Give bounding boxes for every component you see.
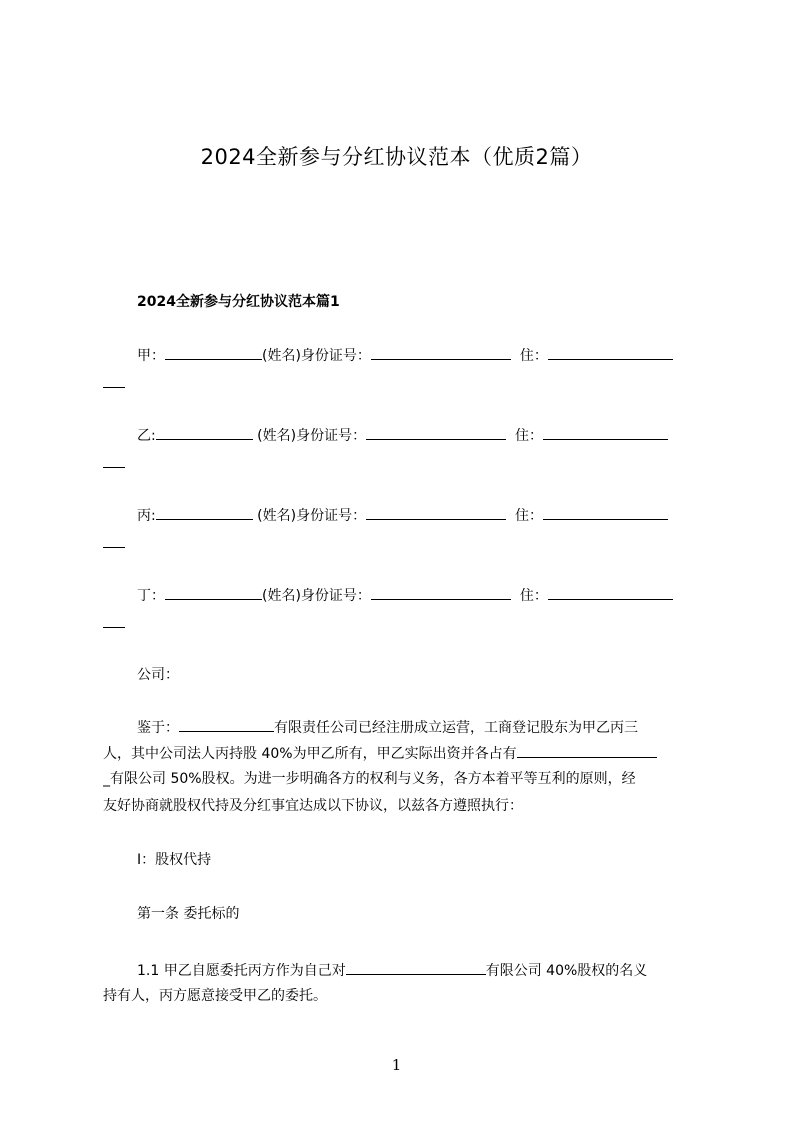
party-row-yi [103, 425, 737, 446]
address-label: 住： [515, 508, 543, 524]
address-blank [548, 345, 673, 360]
company-label: 公司： [137, 667, 179, 683]
party-row-jia [103, 345, 737, 366]
clause-text: 1.1 甲乙自愿委托丙方作为自己对 [137, 963, 346, 979]
address-blank [543, 425, 668, 440]
address-label: 住： [515, 428, 543, 444]
party-label: 丙: [137, 508, 156, 524]
address-blank [543, 505, 668, 520]
id-blank [366, 425, 506, 440]
id-label: (姓名)身份证号： [252, 428, 367, 444]
address-blank-continuation [103, 546, 125, 548]
party-label: 丁： [137, 588, 165, 604]
id-blank [371, 585, 511, 600]
address-label: 住： [519, 348, 548, 364]
party-label: 甲： [137, 348, 165, 364]
company-name-blank [346, 960, 486, 975]
recital-line-1 [103, 717, 737, 738]
recital-line-4: 友好协商就股权代持及分红事宜达成以下协议，以兹各方遵照执行： [103, 798, 523, 814]
party-label: 乙: [137, 428, 156, 444]
company-name-blank [517, 743, 657, 758]
page-number: 1 [391, 1056, 402, 1074]
clause-text: 有限公司 40%股权的名义 [485, 963, 648, 979]
id-label: (姓名)身份证号： [262, 348, 371, 364]
name-blank [156, 505, 253, 520]
address-label: 住： [519, 588, 548, 604]
party-row-ding [103, 585, 737, 606]
part-heading: Ⅰ：股权代持 [137, 852, 212, 868]
document-title: 2024全新参与分红协议范本（优质2篇） [200, 145, 593, 169]
address-blank [548, 585, 673, 600]
recital-prefix: 鉴于： [137, 720, 179, 736]
recital-text: 人，其中公司法人丙持股 40%为甲乙所有，甲乙实际出资并各占有 [103, 746, 517, 762]
id-blank [366, 505, 506, 520]
id-blank [371, 345, 511, 360]
recital-line-3: _有限公司 50%股权。为进一步明确各方的权利与义务，各方本着平等互利的原则，经 [103, 771, 636, 787]
article-heading: 第一条 委托标的 [137, 906, 240, 922]
id-label: (姓名)身份证号： [252, 508, 367, 524]
name-blank [165, 585, 262, 600]
clause-1-1-line-1 [103, 960, 737, 981]
name-blank [156, 425, 253, 440]
party-row-bing [103, 505, 737, 526]
recital-line-2 [103, 743, 703, 764]
clause-1-1-line-2: 持有人，丙方愿意接受甲乙的委托。 [103, 988, 327, 1004]
id-label: (姓名)身份证号： [262, 588, 371, 604]
address-blank-continuation [103, 386, 125, 388]
recital-suffix: 有限责任公司已经注册成立运营，工商登记股东为甲乙丙三 [274, 720, 638, 736]
section-heading: 2024全新参与分红协议范本篇1 [137, 294, 340, 310]
address-blank-continuation [103, 626, 125, 628]
company-name-blank [179, 717, 274, 732]
address-blank-continuation [103, 466, 125, 468]
name-blank [165, 345, 262, 360]
